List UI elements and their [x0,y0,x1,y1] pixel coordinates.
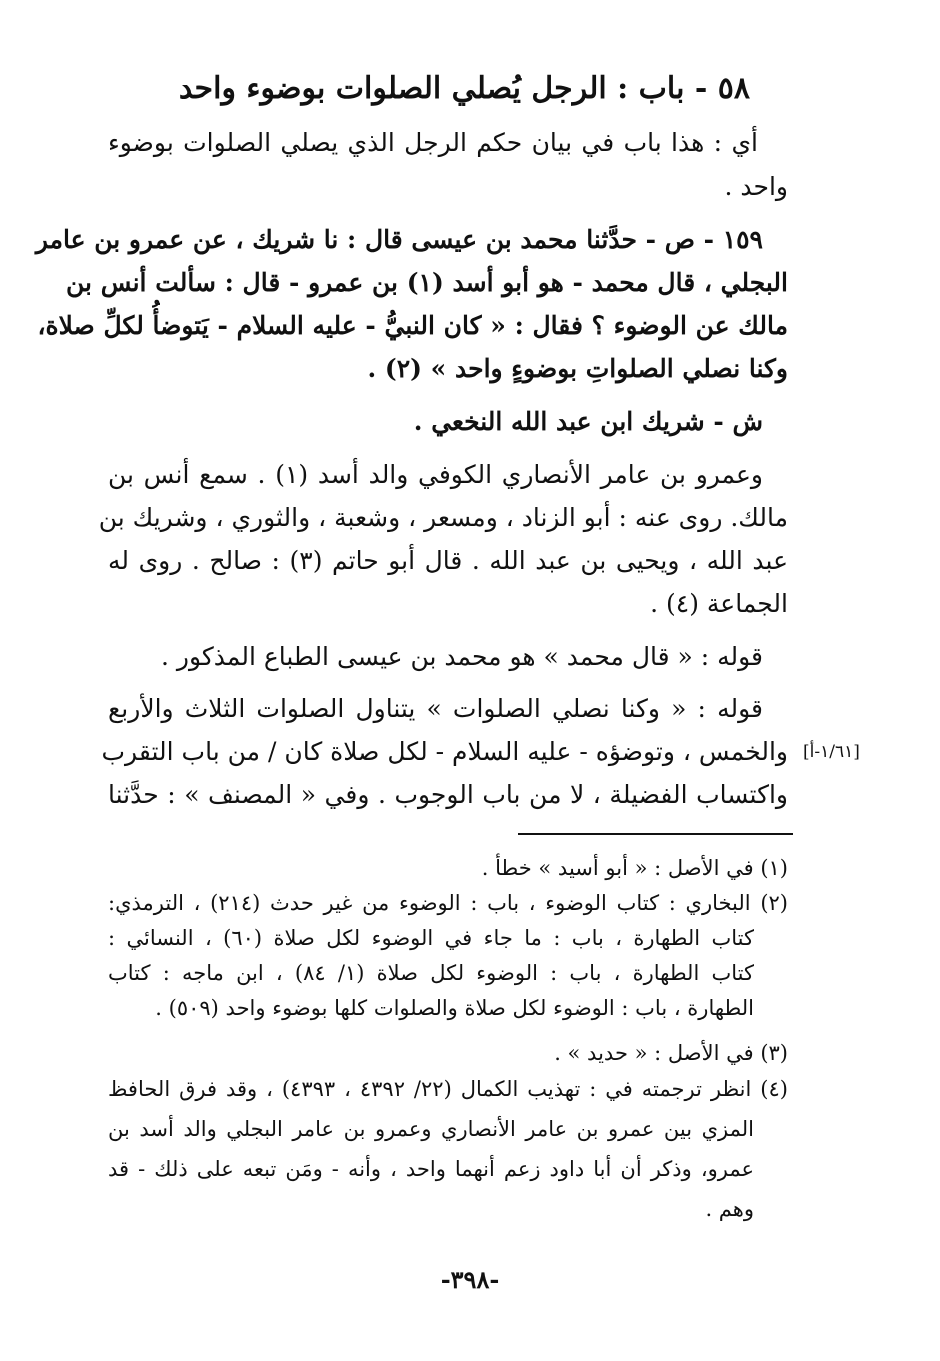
footnote-line: (١) في الأصل : « أبو أسيد » خطأ . [481,856,788,880]
chapter-title: ٥٨ - باب : الرجل يُصلي الصلوات بوضوء واحد [178,71,750,106]
body-line: وعمرو بن عامر الأنصاري الكوفي والد أسد (١) . سمع أنس بن [108,460,763,489]
hadith-line: مالك عن الوضوء ؟ فقال : « كان النبيُّ - عليه السلام - يَتوضأُ لكلِّ صلاة، [37,311,788,340]
intro-line: واحد . [724,172,788,201]
footnote-line: المزي بين عمرو بن عامر الأنصاري وعمرو بن عامر البجلي والد أسد بن [108,1117,754,1141]
body-line: مالك. روى عنه : أبو الزناد ، ومسعر ، وشعبة ، والثوري ، وشريك بن [98,503,788,532]
footnote-line: (٣) في الأصل : « حديد » . [554,1041,788,1065]
margin-folio-note: [١/٦١-أ] [803,742,860,762]
footnote-line: كتاب الطهارة ، باب : ما جاء في الوضوء لكل صلاة (٦٠) ، النسائي : [108,926,755,950]
sharh-line: ش - شريك ابن عبد الله النخعي . [413,407,763,436]
footnote-separator [518,833,793,835]
footnote-line: وهم . [705,1197,754,1221]
hadith-line: ١٥٩ - ص - حدَّثنا محمد بن عيسى قال : نا شريك ، عن عمرو بن عامر [35,225,763,254]
footnote-line: (٤) انظر ترجمته في : تهذيب الكمال (٢٢/ ٤٣٩٢ ، ٤٣٩٣) ، وقد فرق الحافظ [108,1077,788,1101]
qawluh-line: قوله : « وكنا نصلي الصلوات » يتناول الصلوات الثلاث والأربع [108,694,763,723]
qawluh-line: واكتساب الفضيلة ، لا من باب الوجوب . وفي « المصنف » : حدَّثنا [108,780,788,809]
footnote-line: كتاب الطهارة ، باب : الوضوء لكل صلاة (١/ ٨٤) ، ابن ماجه : كتاب [108,961,754,985]
hadith-line: البجلي ، قال محمد - هو أبو أسد (١) بن عمرو - قال : سألت أنس بن [66,268,788,297]
qawluh-line: والخمس ، وتوضؤه - عليه السلام - لكل صلاة كان / من باب التقرب [101,737,788,766]
body-line: عبد الله ، ويحيى بن عبد الله . قال أبو حاتم (٣) : صالح . روى له [108,546,788,575]
page-number: -٣٩٨- [440,1265,500,1294]
hadith-line: وكنا نصلي الصلواتِ بوضوءٍ واحد » (٢) . [367,354,788,383]
body-line: الجماعة (٤) . [650,589,788,618]
intro-line: أي : هذا باب في بيان حكم الرجل الذي يصلي الصلوات بوضوء [108,128,758,157]
footnote-line: الطهارة ، باب : الوضوء لكل صلاة والصلوات كلها بوضوء واحد (٥٠٩) . [155,996,754,1020]
qawluh-line: قوله : « قال محمد » هو محمد بن عيسى الطباع المذكور . [160,642,763,671]
footnote-line: (٢) البخاري : كتاب الوضوء ، باب : الوضوء من غير حدث (٢١٤) ، الترمذي: [108,891,788,915]
footnote-line: عمرو، وذكر أن أبا داود زعم أنهما واحد ، وأنه - ومَن تبعه على ذلك - قد [108,1157,754,1181]
